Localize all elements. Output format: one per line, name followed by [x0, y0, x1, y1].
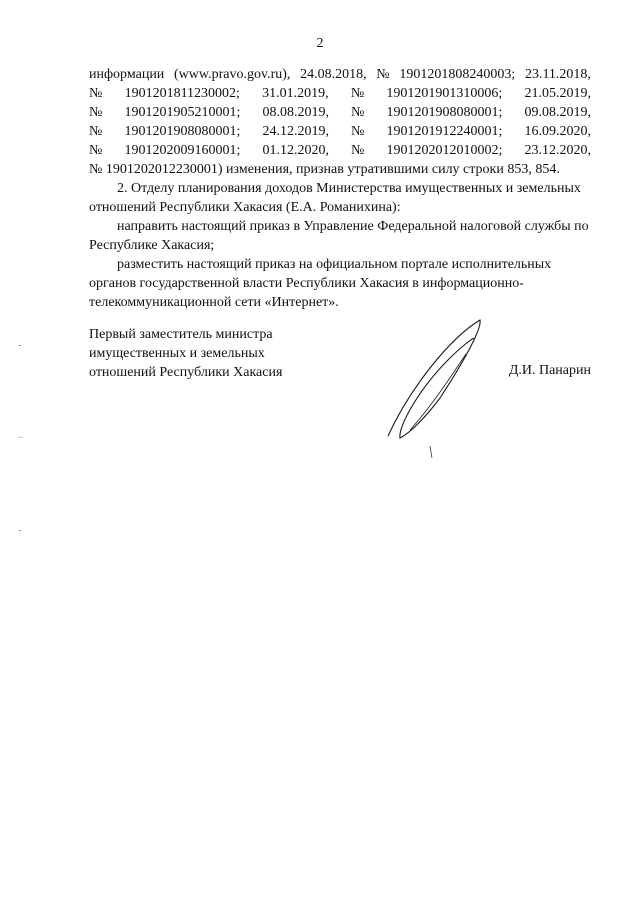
title-line: отношений Республики Хакасия	[89, 365, 283, 380]
word: 1901201808240003;	[399, 67, 516, 82]
text-run: органов государственной власти Республики Хакасия в информационно-	[89, 276, 524, 291]
word: №	[89, 143, 103, 158]
word: 01.12.2020,	[262, 143, 329, 158]
document-body	[89, 65, 591, 312]
word: 1901202009160001;	[124, 143, 241, 158]
margin-mark: -	[18, 525, 22, 536]
word: (www.pravo.gov.ru),	[174, 67, 291, 82]
handwritten-signature	[370, 318, 500, 458]
word: 24.08.2018,	[300, 67, 367, 82]
word: №	[89, 105, 103, 120]
page-number: 2	[316, 36, 324, 51]
word: №	[350, 86, 365, 101]
word: №	[351, 124, 365, 139]
word: 16.09.2020,	[524, 124, 591, 139]
text-line: № 1901202012230001) изменения, признав утратившими силу строки 853, 854.	[89, 162, 560, 177]
word: 23.12.2020,	[524, 143, 591, 158]
text-line	[89, 274, 591, 293]
word: 1901201908080001;	[386, 105, 503, 120]
text-line	[89, 65, 591, 84]
word: 1901202012010002;	[386, 143, 503, 158]
word: 1901201901310006;	[386, 86, 503, 101]
word: 1901201912240001;	[386, 124, 503, 139]
word: 1901201811230002;	[124, 86, 240, 101]
word: 24.12.2019,	[262, 124, 329, 139]
word: №	[351, 143, 365, 158]
word: №	[351, 105, 365, 120]
word: 1901201905210001;	[124, 105, 241, 120]
word: №	[376, 67, 390, 82]
word: 09.08.2019,	[524, 105, 591, 120]
word: информации	[89, 67, 165, 82]
title-line: имущественных и земельных	[89, 346, 265, 361]
text-line	[89, 103, 591, 122]
title-line: Первый заместитель министра	[89, 327, 273, 342]
word: №	[89, 86, 103, 101]
text-line	[89, 141, 591, 160]
text-line: телекоммуникационной сети «Интернет».	[89, 295, 339, 310]
word: 21.05.2019,	[524, 86, 591, 101]
text-line: Республике Хакасия;	[89, 238, 215, 253]
signatory-title	[89, 325, 282, 382]
publish-instruction	[89, 255, 591, 274]
text-line: отношений Республики Хакасия (Е.А. Романихина):	[89, 200, 401, 215]
margin-mark: ..	[18, 430, 23, 441]
word: №	[89, 124, 103, 139]
text-line	[89, 122, 591, 141]
item-2-heading: 2. Отделу планирования доходов Министерства имущественных и земельных	[117, 181, 581, 196]
direct-instruction: направить настоящий приказ в Управление Федеральной налоговой службы по	[117, 219, 589, 234]
text-run: разместить настоящий приказ на официальном портале исполнительных	[117, 257, 552, 272]
word: 23.11.2018,	[524, 67, 591, 82]
text-line	[89, 84, 591, 103]
word: 31.01.2019,	[262, 86, 329, 101]
signer-name: Д.И. Панарин	[508, 363, 591, 378]
word: 1901201908080001;	[124, 124, 241, 139]
margin-mark: -	[18, 340, 22, 351]
word: 08.08.2019,	[262, 105, 329, 120]
